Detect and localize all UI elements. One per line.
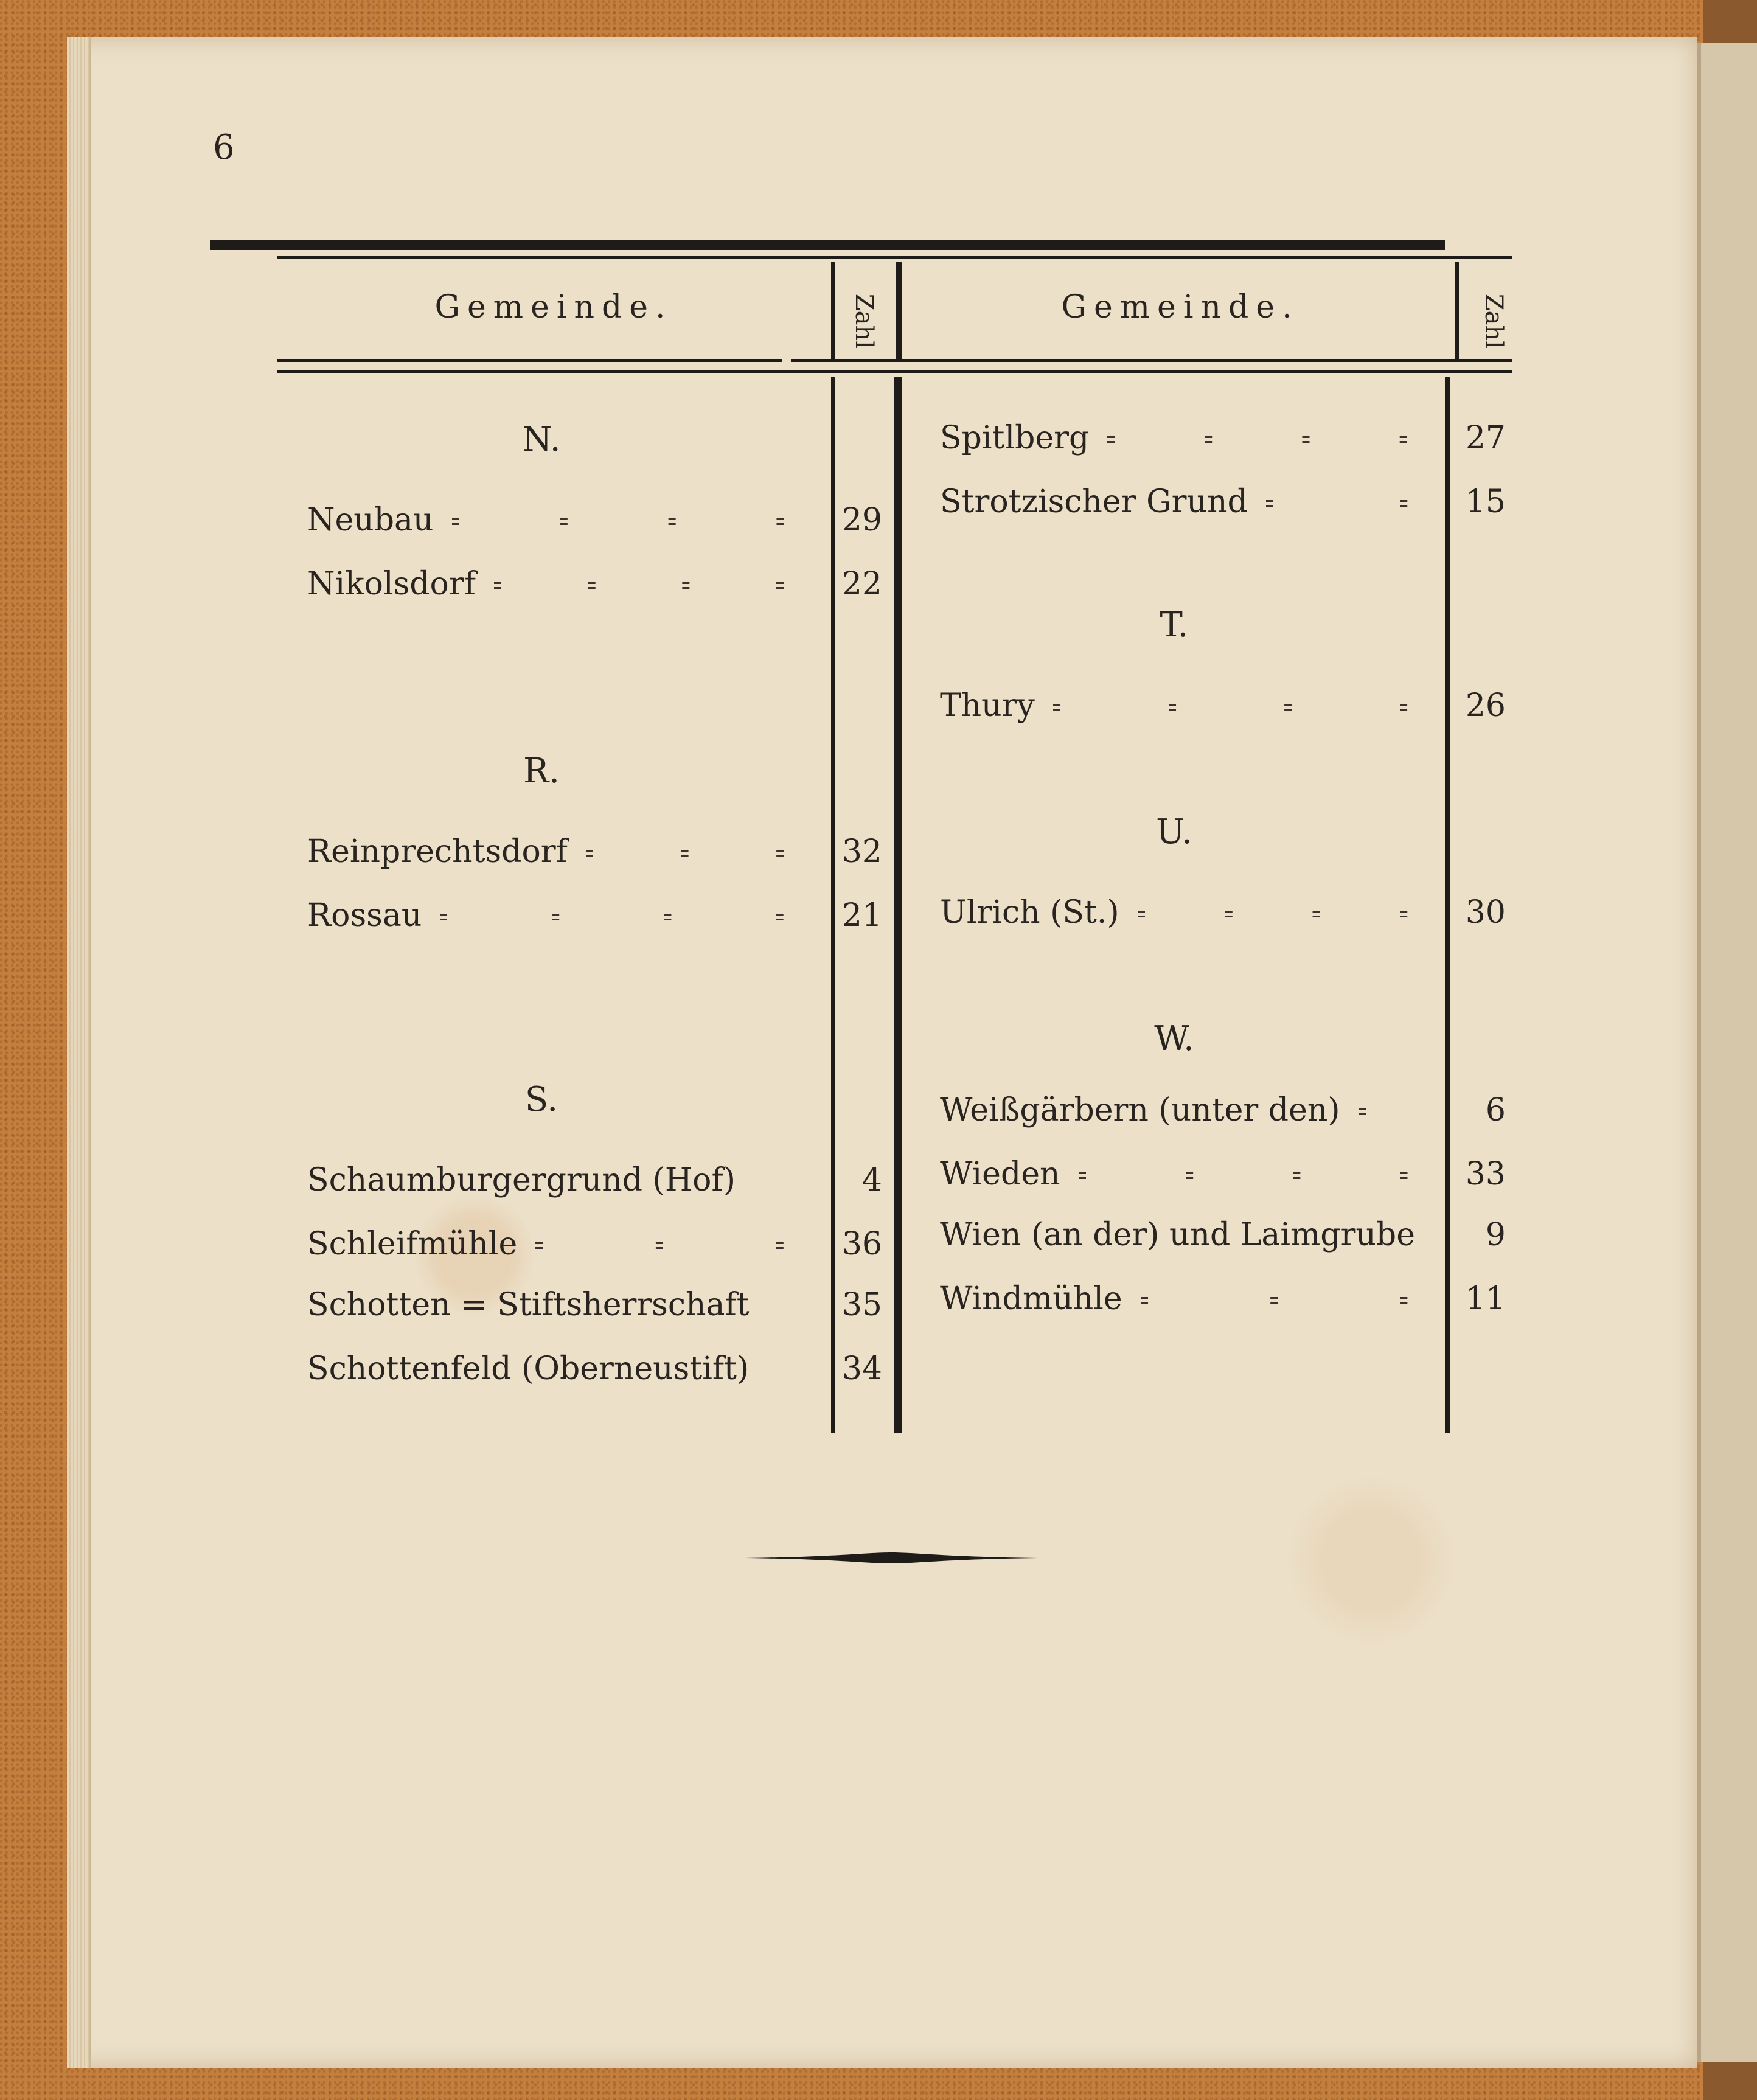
table-row: [940, 417, 1506, 459]
district-name: Thury: [940, 687, 1035, 724]
district-count: 9: [1485, 1217, 1506, 1253]
district-name: Schottenfeld (Oberneustift): [307, 1351, 750, 1387]
table-row: [940, 684, 1506, 727]
right-header-gemeinde: Gemeinde.: [1061, 289, 1299, 325]
section-letter: T.: [1160, 605, 1189, 645]
table-row: [307, 1284, 882, 1326]
leader-dots: [1266, 481, 1408, 523]
leader-dots: [586, 830, 785, 873]
left-header-gemeinde: Gemeinde.: [434, 289, 673, 325]
district-name: Schleifmühle: [307, 1226, 518, 1262]
closing-ornament: [745, 1551, 1037, 1565]
leader-dots: [1359, 1089, 1408, 1132]
district-count: 33: [1465, 1156, 1506, 1192]
district-count: 27: [1465, 420, 1506, 456]
leader-dots: [1141, 1278, 1408, 1320]
district-name: Schaumburgergrund (Hof): [307, 1162, 736, 1198]
district-name: Rossau: [307, 897, 422, 934]
left-header-zahl: Zahl: [850, 293, 878, 349]
header-divider-right-zahl: [1455, 262, 1459, 359]
table-row: [940, 1153, 1506, 1195]
section-letter: R.: [523, 751, 560, 791]
table-row: [940, 1089, 1506, 1132]
district-name: Strotzischer Grund: [940, 484, 1248, 520]
section-letter: S.: [524, 1080, 558, 1119]
district-name: Wien (an der) und Laimgrube: [940, 1217, 1415, 1253]
district-count: 6: [1485, 1092, 1506, 1128]
facing-page-edge: [1697, 43, 1757, 2062]
section-letter: U.: [1156, 812, 1192, 852]
district-name: Weißgärbern (unter den): [940, 1092, 1340, 1128]
district-name: Schotten = Stiftsherrschaft: [307, 1287, 750, 1323]
district-name: Wieden: [940, 1156, 1060, 1192]
leader-dots: [440, 894, 785, 937]
book-page: [67, 37, 1697, 2068]
header-rule-left: [277, 359, 782, 362]
district-count: 26: [1465, 687, 1506, 724]
table-row: [307, 1159, 882, 1201]
district-name: Ulrich (St.): [940, 894, 1119, 931]
district-count: 21: [841, 897, 882, 934]
table-row: [307, 563, 882, 605]
table-row: [307, 830, 882, 873]
district-count: 30: [1465, 894, 1506, 931]
top-rule-thick: [210, 240, 1445, 250]
district-name: Spitlberg: [940, 420, 1090, 456]
leader-dots: [1107, 417, 1408, 459]
header-divider-middle: [896, 262, 902, 359]
district-name: Neubau: [307, 502, 434, 538]
page-number: 6: [213, 128, 235, 167]
page-stack-edge: [67, 37, 91, 2068]
district-count: 32: [841, 833, 882, 870]
district-name: Windmühle: [940, 1281, 1122, 1317]
district-count: 35: [841, 1287, 882, 1323]
leader-dots: [1138, 891, 1408, 934]
district-count: 36: [841, 1226, 882, 1262]
district-count: 22: [841, 566, 882, 602]
header-rule-bottom: [277, 370, 1512, 373]
table-row: [940, 1214, 1506, 1256]
district-count: 11: [1465, 1281, 1506, 1317]
leader-dots: [452, 499, 785, 541]
district-count: 15: [1465, 484, 1506, 520]
right-header-zahl: Zahl: [1480, 293, 1508, 349]
district-name: Reinprechtsdorf: [307, 833, 568, 870]
section-letter: W.: [1154, 1019, 1194, 1059]
district-count: 29: [841, 502, 882, 538]
table-row: [307, 499, 882, 541]
table-row: [307, 1347, 882, 1390]
leader-dots: [1053, 684, 1408, 727]
top-rule-thin: [277, 256, 1512, 259]
header-rule-right: [791, 359, 1512, 362]
leader-dots: [535, 1223, 785, 1265]
leader-dots: [1079, 1153, 1409, 1195]
header-divider-left-zahl: [831, 262, 835, 359]
section-letter: N.: [522, 420, 561, 459]
column-divider-middle: [894, 377, 902, 1433]
table-row: [307, 894, 882, 937]
table-row: [940, 1278, 1506, 1320]
leader-dots: [494, 563, 785, 605]
table-row: [940, 891, 1506, 934]
district-name: Nikolsdorf: [307, 566, 476, 602]
district-count: 4: [861, 1162, 882, 1198]
district-count: 34: [841, 1351, 882, 1387]
table-row: [940, 481, 1506, 523]
table-row: [307, 1223, 882, 1265]
